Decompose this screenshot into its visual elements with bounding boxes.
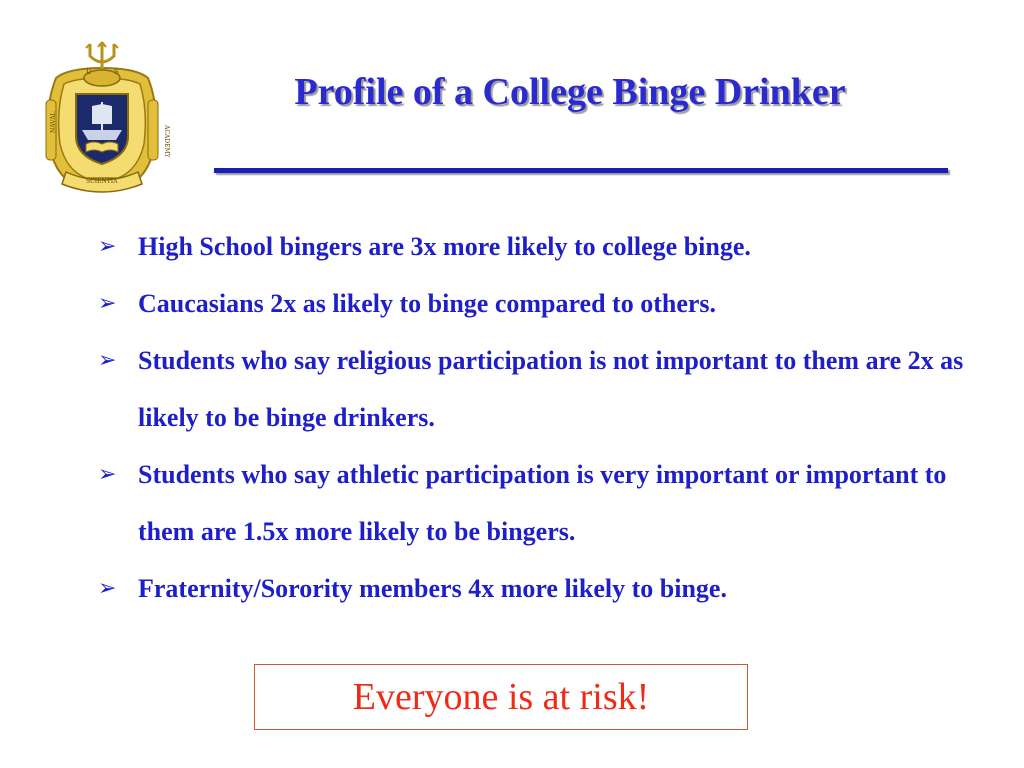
- bullet-text: Students who say athletic participation is very important or important to them are 1.5x more likely to be bingers.: [138, 460, 947, 546]
- svg-text:SCIENTIA: SCIENTIA: [86, 178, 118, 185]
- arrow-bullet-icon: ➢: [98, 576, 117, 601]
- bullet-item: [92, 332, 1002, 446]
- bullet-list: [92, 218, 1002, 617]
- bullet-item: [92, 560, 1002, 617]
- svg-text:U: U: [86, 68, 92, 76]
- svg-text:NAVAL: NAVAL: [50, 111, 57, 133]
- arrow-bullet-icon: ➢: [98, 234, 117, 259]
- bullet-item: [92, 275, 1002, 332]
- naval-academy-seal-icon: [36, 38, 168, 200]
- callout-text: Everyone is at risk!: [352, 676, 650, 718]
- risk-callout-box: [254, 664, 748, 730]
- bullet-text: Fraternity/Sorority members 4x more likely to binge.: [138, 574, 727, 603]
- slide-title: Profile of a College Binge Drinker: [294, 71, 846, 113]
- svg-text:ACADEMY: ACADEMY: [163, 125, 170, 158]
- arrow-bullet-icon: ➢: [98, 462, 117, 487]
- bullet-item: [92, 218, 1002, 275]
- bullet-item: [92, 446, 1002, 560]
- title-underline: [214, 168, 948, 173]
- bullet-text: Caucasians 2x as likely to binge compared to others.: [138, 289, 717, 318]
- svg-text:S: S: [114, 68, 119, 76]
- bullet-text: High School bingers are 3x more likely to college binge.: [138, 232, 751, 261]
- bullet-text: Students who say religious participation is not important to them are 2x as likely to be binge drinkers.: [138, 346, 964, 432]
- arrow-bullet-icon: ➢: [98, 348, 117, 373]
- arrow-bullet-icon: ➢: [98, 291, 117, 316]
